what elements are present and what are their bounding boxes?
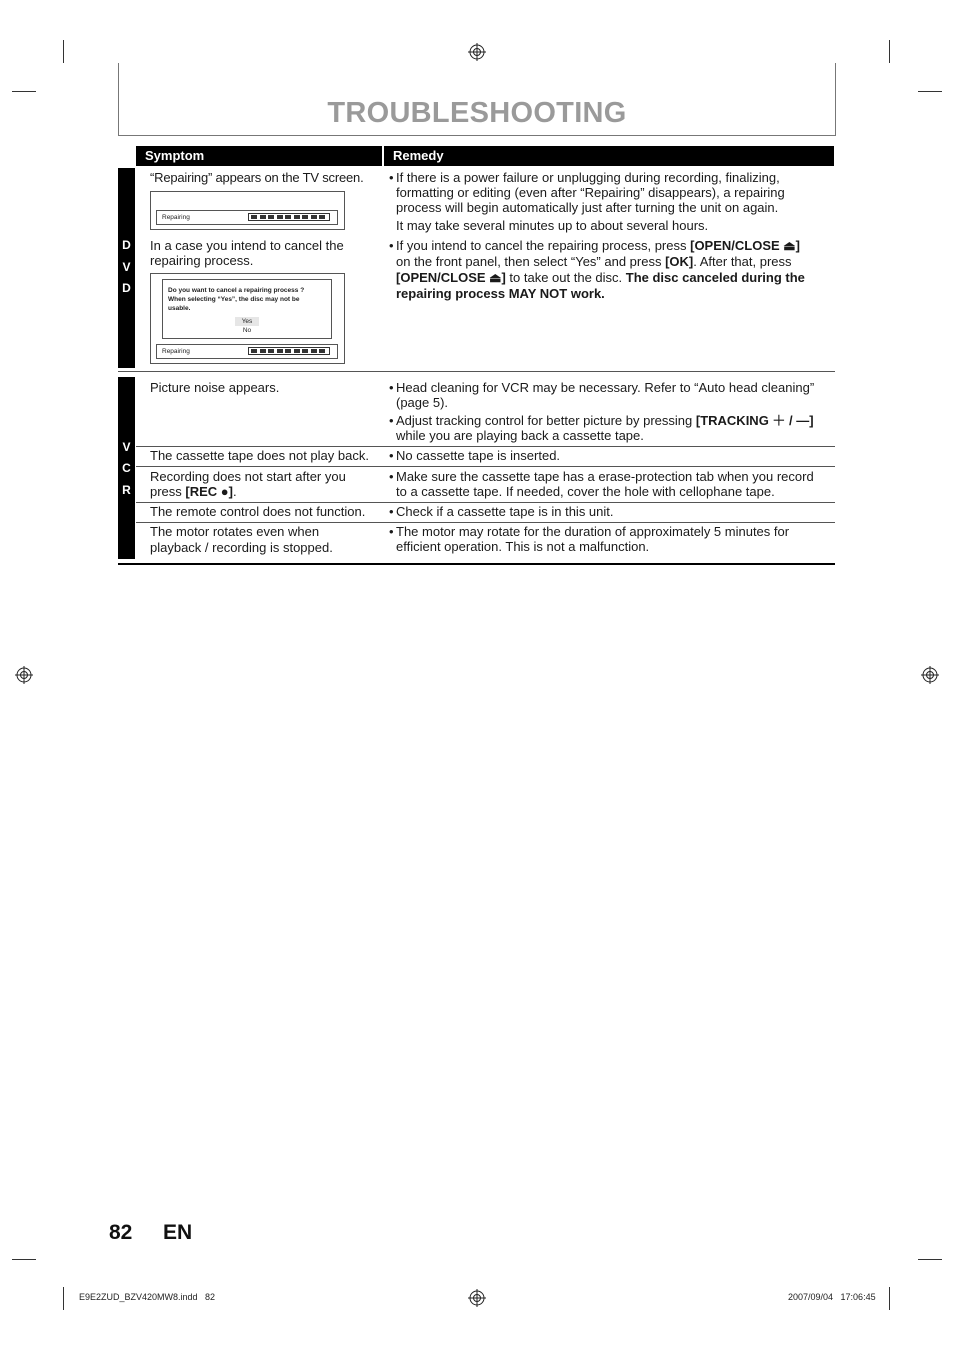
cancel-dialog: [162, 279, 332, 339]
remedy-line: efficient operation. This is not a malfunction.: [396, 539, 650, 554]
crop-mark: [918, 91, 942, 92]
crop-mark: [12, 91, 36, 92]
remedy-line: (page 5).: [396, 395, 449, 410]
registration-mark-icon: [15, 666, 33, 684]
repairing-status-bar: [156, 344, 338, 359]
symptom-header: Symptom: [136, 146, 382, 166]
vcr-symptom-no-record: Recording does not start after you: [150, 469, 346, 484]
remedy-line: Make sure the cassette tape has a erase-protection tab when you record: [396, 469, 814, 484]
title-frame: [118, 63, 836, 136]
repairing-status-bar: [156, 210, 338, 225]
repairing-label: Repairing: [162, 348, 190, 355]
remedy-text: Adjust tracking control for better picture by pressing: [396, 413, 696, 428]
tv-screen-cancel-dialog: [150, 273, 345, 364]
bullet: •: [389, 413, 394, 428]
remedy-line: [396, 270, 805, 286]
open-close-button-ref: [OPEN/CLOSE ⏏]: [690, 238, 800, 253]
row-divider: [136, 466, 835, 467]
crop-mark: [63, 1287, 64, 1310]
progress-segment: [251, 215, 257, 219]
registration-mark-icon: [921, 666, 939, 684]
bullet: •: [389, 504, 394, 519]
remedy-text: to take out the disc.: [505, 270, 626, 285]
progress-segment: [302, 215, 308, 219]
page-number: 82: [109, 1221, 133, 1244]
dvd-letter: D: [122, 281, 131, 295]
repairing-progress-bar: [248, 347, 330, 355]
dialog-text: When selecting “Yes”, the disc may not be: [168, 296, 300, 303]
remedy-line: The motor may rotate for the duration of approximately 5 minutes for: [396, 524, 790, 539]
page-title: TROUBLESHOOTING: [327, 97, 627, 129]
progress-segment: [319, 215, 325, 219]
bullet: •: [389, 238, 394, 253]
vcr-letter: V: [122, 440, 131, 454]
dialog-no-option[interactable]: No: [242, 327, 252, 334]
vcr-symptom-remote: The remote control does not function.: [150, 504, 366, 519]
page-language: EN: [163, 1221, 193, 1244]
tv-screen-repairing: [150, 191, 345, 230]
vcr-letter: R: [122, 483, 131, 497]
crop-mark: [12, 1259, 36, 1260]
vcr-section-label: [118, 377, 135, 559]
dialog-text: Do you want to cancel a repairing process ?: [168, 287, 305, 294]
table-bottom-rule: [118, 563, 835, 565]
bullet: •: [389, 469, 394, 484]
progress-segment: [294, 349, 300, 353]
progress-segment: [251, 349, 257, 353]
remedy-text: If you intend to cancel the repairing process, press: [396, 238, 691, 253]
vcr-symptom-no-record: [150, 484, 237, 500]
remedy-text: on the front panel, then select “Yes” and press: [396, 254, 666, 269]
symptom-text: .: [232, 484, 237, 499]
remedy-text: . After that, press: [693, 254, 792, 269]
remedy-line: [396, 254, 792, 270]
section-divider: [118, 371, 835, 372]
warning-text: repairing process MAY NOT work.: [396, 286, 605, 301]
dvd-symptom-cancel: repairing process.: [150, 253, 254, 268]
registration-mark-icon: [468, 1289, 486, 1307]
crop-mark: [918, 1259, 942, 1260]
bullet: •: [389, 170, 394, 185]
progress-segment: [277, 215, 283, 219]
dialog-text: usable.: [168, 305, 191, 312]
crop-mark: [63, 40, 64, 63]
remedy-line: Head cleaning for VCR may be necessary. Refer to “Auto head cleaning”: [396, 380, 815, 395]
progress-segment: [311, 349, 317, 353]
progress-segment: [268, 215, 274, 219]
crop-mark: [889, 1287, 890, 1310]
progress-segment: [285, 349, 291, 353]
remedy-line: while you are playing back a cassette tape.: [396, 428, 644, 443]
vcr-symptom-motor: The motor rotates even when: [150, 524, 320, 539]
row-divider: [136, 446, 835, 447]
dvd-letter: D: [122, 238, 131, 252]
row-divider: [136, 522, 835, 523]
remedy-line: [396, 413, 814, 429]
remedy-line: [396, 286, 605, 302]
remedy-header: Remedy: [384, 146, 834, 166]
progress-segment: [260, 215, 266, 219]
remedy-line: Check if a cassette tape is in this unit.: [396, 504, 614, 519]
remedy-line: No cassette tape is inserted.: [396, 448, 561, 463]
vcr-symptom-no-playback: The cassette tape does not play back.: [150, 448, 369, 463]
progress-segment: [311, 215, 317, 219]
remedy-line: to a cassette tape. If needed, cover the hole with cellophane tape.: [396, 484, 775, 499]
progress-segment: [277, 349, 283, 353]
ok-button-ref: [OK]: [665, 254, 694, 269]
bullet: •: [389, 448, 394, 463]
crop-mark: [889, 40, 890, 63]
remedy-line: process will begin automatically just after turning the unit on again.: [396, 200, 779, 215]
vcr-symptom-motor: playback / recording is stopped.: [150, 540, 333, 555]
open-close-button-ref: [OPEN/CLOSE ⏏]: [396, 270, 506, 285]
dialog-yes-option[interactable]: Yes: [235, 317, 259, 326]
footer-file: E9E2ZUD_BZV420MW8.indd 82: [79, 1292, 216, 1302]
remedy-line: [396, 238, 800, 254]
progress-segment: [268, 349, 274, 353]
warning-text: The disc canceled during the: [625, 270, 805, 285]
dvd-letter: V: [122, 260, 131, 274]
registration-mark-icon: [468, 43, 486, 61]
vcr-symptom-noise: Picture noise appears.: [150, 380, 280, 395]
repairing-label: Repairing: [162, 214, 190, 221]
bullet: •: [389, 524, 394, 539]
dvd-symptom-cancel: In a case you intend to cancel the: [150, 238, 344, 253]
progress-segment: [260, 349, 266, 353]
bullet: •: [389, 380, 394, 395]
remedy-line: If there is a power failure or unplugging during recording, finalizing,: [396, 170, 780, 185]
dvd-symptom-repairing: “Repairing” appears on the TV screen.: [150, 170, 364, 185]
tracking-button-ref: [TRACKING ＋ / —]: [695, 413, 814, 428]
footer-timestamp: 2007/09/04 17:06:45: [788, 1292, 876, 1302]
dvd-section-label: [118, 168, 135, 368]
row-divider: [136, 502, 835, 503]
progress-segment: [294, 215, 300, 219]
progress-segment: [285, 215, 291, 219]
progress-segment: [302, 349, 308, 353]
rec-button-ref: [REC ●]: [185, 484, 233, 499]
remedy-line: It may take several minutes up to about several hours.: [396, 218, 709, 233]
remedy-line: formatting or editing (even after “Repairing” disappears), a repairing: [396, 185, 785, 200]
progress-segment: [319, 349, 325, 353]
symptom-text: press: [150, 484, 186, 499]
repairing-progress-bar: [248, 213, 330, 221]
vcr-letter: C: [122, 461, 131, 475]
